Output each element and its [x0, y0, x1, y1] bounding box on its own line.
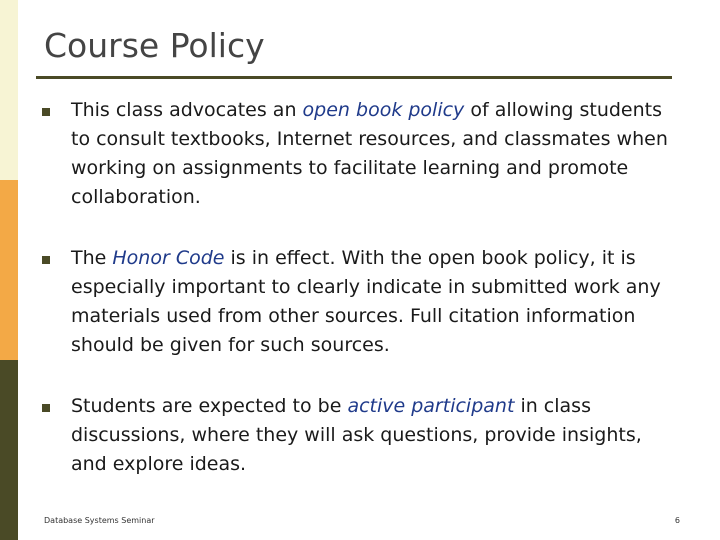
decorative-stripe-bottom [0, 360, 18, 540]
bullet-item-honor-code [36, 244, 676, 360]
bullet-text-rest: of allowing students to consult textbooks, Internet resources, and classmates when working on assignments to facilitate learning and promote collaboration. [71, 99, 668, 208]
bullet-item-active-participation [36, 392, 676, 479]
emphasis-active-participant: active participant [347, 395, 515, 417]
bullet-list [36, 96, 676, 479]
title-underline [36, 76, 672, 79]
square-bullet-icon [42, 108, 50, 116]
footer-course-name: Database Systems Seminar [44, 516, 155, 525]
bullet-text-rest: in class discussions, where they will ask questions, provide insights, and explore ideas. [71, 395, 642, 475]
bullet-item-open-book-policy [36, 96, 676, 212]
bullet-text [71, 99, 668, 208]
bullet-text-lead: Students are expected to be [71, 395, 348, 417]
decorative-stripe-middle [0, 180, 18, 360]
decorative-stripe-top [0, 0, 18, 180]
square-bullet-icon [42, 256, 50, 264]
bullet-text-lead: The [71, 247, 113, 269]
slide-number: 6 [674, 516, 680, 525]
slide-title: Course Policy [44, 26, 265, 65]
bullet-text [71, 247, 661, 356]
bullet-text-rest: is in effect. With the open book policy, it is especially important to clearly indicate in submitted work any materials used from other sources. Full citation information should be given for such sources. [71, 247, 661, 356]
square-bullet-icon [42, 404, 50, 412]
emphasis-honor-code: Honor Code [112, 247, 225, 269]
bullet-text-lead: This class advocates an [71, 99, 303, 121]
bullet-text [71, 395, 642, 475]
emphasis-open-book-policy: open book policy [302, 99, 465, 121]
